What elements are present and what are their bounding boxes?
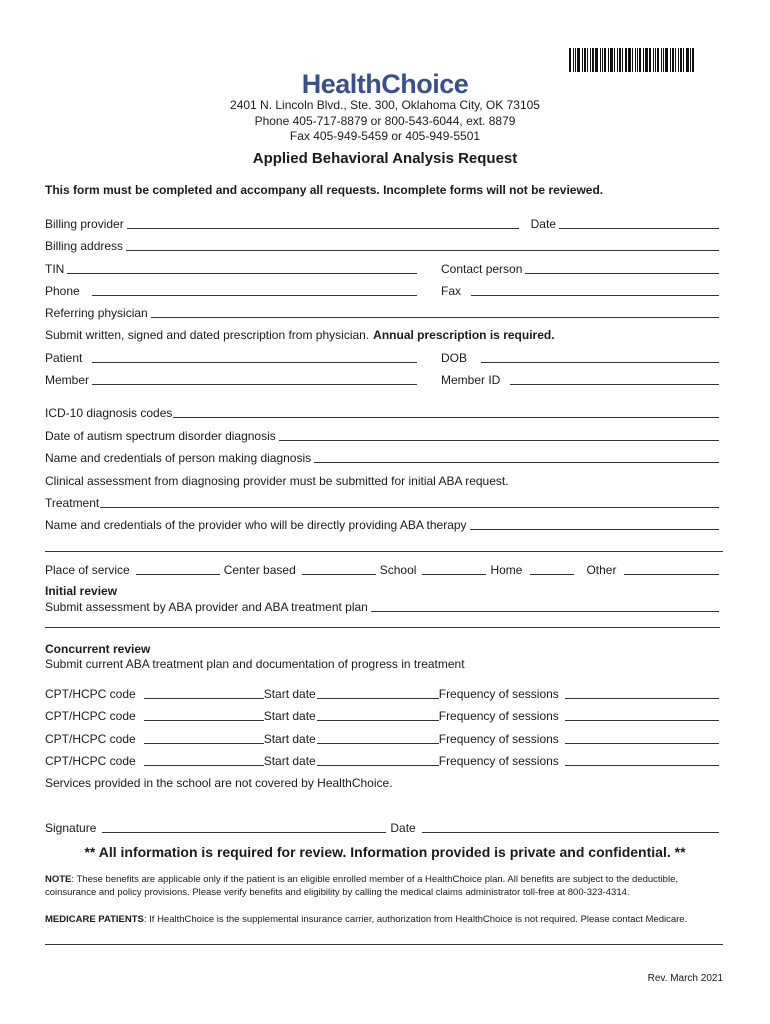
cpt-code-field[interactable] xyxy=(144,755,264,766)
start-date-field[interactable] xyxy=(317,755,439,766)
note-paragraph xyxy=(45,873,723,899)
contact-person-field[interactable] xyxy=(525,263,719,274)
tin-row xyxy=(45,260,723,276)
patient-label: Patient xyxy=(45,351,83,365)
cpt-code-label: CPT/HCPC code xyxy=(45,687,136,701)
start-date-label: Start date xyxy=(263,709,316,723)
center-based-field[interactable] xyxy=(302,564,376,575)
cpt-row xyxy=(45,752,723,768)
treatment-row xyxy=(45,494,723,510)
fax-field[interactable] xyxy=(471,285,719,296)
medicare-label: MEDICARE PATIENTS xyxy=(45,914,144,925)
cpt-code-field[interactable] xyxy=(144,710,264,721)
patient-field[interactable] xyxy=(92,352,417,363)
aba-provider-field[interactable] xyxy=(470,519,719,530)
frequency-field[interactable] xyxy=(565,733,719,744)
referring-physician-row xyxy=(45,304,723,320)
signature-row xyxy=(45,819,723,835)
footer-rule xyxy=(45,944,723,945)
initial-review-continuation-field[interactable] xyxy=(45,627,720,628)
member-row xyxy=(45,371,723,387)
school-not-covered-note: Services provided in the school are not covered by HealthChoice. xyxy=(45,776,393,790)
clinical-assessment-row xyxy=(45,472,723,488)
address-line: 2401 N. Lincoln Blvd., Ste. 300, Oklahoma City, OK 73105 xyxy=(230,98,540,112)
tin-label: TIN xyxy=(45,262,65,276)
initial-review-text: Submit assessment by ABA provider and ABA treatment plan xyxy=(45,600,368,614)
fax-label: Fax xyxy=(441,284,462,298)
healthchoice-logo: HealthChoice xyxy=(301,69,469,99)
cpt-code-label: CPT/HCPC code xyxy=(45,754,136,768)
home-field[interactable] xyxy=(530,564,574,575)
contact-person-label: Contact person xyxy=(441,262,523,276)
signature-field[interactable] xyxy=(102,822,386,833)
referring-physician-field[interactable] xyxy=(151,307,719,318)
member-field[interactable] xyxy=(92,374,417,385)
aba-provider-continuation-field[interactable] xyxy=(45,551,723,552)
start-date-field[interactable] xyxy=(317,733,439,744)
home-label: Home xyxy=(490,563,523,577)
note-text: : These benefits are applicable only if the patient is an eligible enrolled member of a HealthChoice plan. All benefits are subject to the deductible, coinsurance and policy provisions. Please verify benefits and eligibility by calling the medical claims administrator toll-free at 800-323-4314. xyxy=(45,874,679,898)
frequency-label: Frequency of sessions xyxy=(438,687,559,701)
phone-field[interactable] xyxy=(92,285,417,296)
autism-date-label: Date of autism spectrum disorder diagnosis xyxy=(45,429,276,443)
treatment-field[interactable] xyxy=(100,497,719,508)
dob-label: DOB xyxy=(441,351,468,365)
treatment-label: Treatment xyxy=(45,496,100,510)
frequency-field[interactable] xyxy=(565,755,719,766)
dob-field[interactable] xyxy=(481,352,719,363)
aba-provider-row xyxy=(45,516,723,532)
medicare-text: : If HealthChoice is the supplemental insurance carrier, authorization from HealthChoice is not required. Please contact Medicare. xyxy=(143,914,688,925)
member-label: Member xyxy=(45,373,90,387)
prescription-required: Annual prescription is required. xyxy=(373,328,555,342)
phone-label: Phone xyxy=(45,284,80,298)
revision-date: Rev. March 2021 xyxy=(647,973,723,984)
autism-date-row xyxy=(45,427,723,443)
required-notice: ** All information is required for review. Information provided is private and confidential. ** xyxy=(84,844,686,860)
frequency-field[interactable] xyxy=(565,688,719,699)
diagnosis-person-row xyxy=(45,449,723,465)
frequency-label: Frequency of sessions xyxy=(438,754,559,768)
cpt-code-label: CPT/HCPC code xyxy=(45,709,136,723)
tin-field[interactable] xyxy=(67,263,417,274)
frequency-label: Frequency of sessions xyxy=(438,709,559,723)
other-label: Other xyxy=(586,563,617,577)
cpt-row xyxy=(45,707,723,723)
initial-review-heading: Initial review xyxy=(45,584,118,598)
initial-review-field[interactable] xyxy=(371,601,719,612)
cpt-code-field[interactable] xyxy=(144,688,264,699)
prescription-row xyxy=(45,326,723,342)
place-of-service-field[interactable] xyxy=(136,564,220,575)
other-field[interactable] xyxy=(624,564,719,575)
cpt-code-field[interactable] xyxy=(144,733,264,744)
phone-line: Phone 405-717-8879 or 800-543-6044, ext. 8879 xyxy=(254,114,516,128)
frequency-field[interactable] xyxy=(565,710,719,721)
cpt-code-label: CPT/HCPC code xyxy=(45,732,136,746)
date-label: Date xyxy=(530,217,556,231)
school-label: School xyxy=(379,563,417,577)
member-id-label: Member ID xyxy=(441,373,501,387)
billing-address-field[interactable] xyxy=(126,240,719,251)
billing-address-row xyxy=(45,237,723,253)
diagnosis-person-label: Name and credentials of person making diagnosis xyxy=(45,451,312,465)
frequency-label: Frequency of sessions xyxy=(438,732,559,746)
signature-date-field[interactable] xyxy=(422,822,719,833)
prescription-text: Submit written, signed and dated prescription from physician. xyxy=(45,328,370,342)
cpt-row xyxy=(45,730,723,746)
start-date-label: Start date xyxy=(263,732,316,746)
fax-line: Fax 405-949-5459 or 405-949-5501 xyxy=(289,129,481,143)
billing-provider-field[interactable] xyxy=(127,218,519,229)
form-notice: This form must be completed and accompany all requests. Incomplete forms will not be reviewed. xyxy=(45,183,604,197)
patient-row xyxy=(45,349,723,365)
icd10-field[interactable] xyxy=(173,407,719,418)
aba-provider-label: Name and credentials of the provider who will be directly providing ABA therapy xyxy=(45,518,467,532)
cpt-row xyxy=(45,685,723,701)
billing-address-label: Billing address xyxy=(45,239,124,253)
diagnosis-person-field[interactable] xyxy=(314,452,719,463)
concurrent-review-heading: Concurrent review xyxy=(45,642,151,656)
icd10-row xyxy=(45,404,723,420)
icd10-label: ICD-10 diagnosis codes xyxy=(45,406,173,420)
start-date-label: Start date xyxy=(263,754,316,768)
phone-fax-row xyxy=(45,282,723,298)
note-label: NOTE xyxy=(45,874,72,885)
medicare-paragraph xyxy=(45,913,723,926)
signature-label: Signature xyxy=(45,821,97,835)
date-field[interactable] xyxy=(559,218,719,229)
school-field[interactable] xyxy=(422,564,486,575)
billing-provider-label: Billing provider xyxy=(45,217,124,231)
clinical-assessment-text: Clinical assessment from diagnosing provider must be submitted for initial ABA request. xyxy=(45,474,509,488)
concurrent-review-text: Submit current ABA treatment plan and documentation of progress in treatment xyxy=(45,657,465,671)
place-of-service-label: Place of service xyxy=(45,563,130,577)
autism-date-field[interactable] xyxy=(279,430,719,441)
place-of-service-row xyxy=(45,561,723,577)
start-date-label: Start date xyxy=(263,687,316,701)
initial-review-row xyxy=(45,598,723,614)
member-id-field[interactable] xyxy=(510,374,719,385)
referring-physician-label: Referring physician xyxy=(45,306,148,320)
form-title: Applied Behavioral Analysis Request xyxy=(252,150,518,167)
billing-provider-row xyxy=(45,215,723,231)
signature-date-label: Date xyxy=(390,821,416,835)
start-date-field[interactable] xyxy=(317,710,439,721)
center-based-label: Center based xyxy=(223,563,296,577)
start-date-field[interactable] xyxy=(317,688,439,699)
